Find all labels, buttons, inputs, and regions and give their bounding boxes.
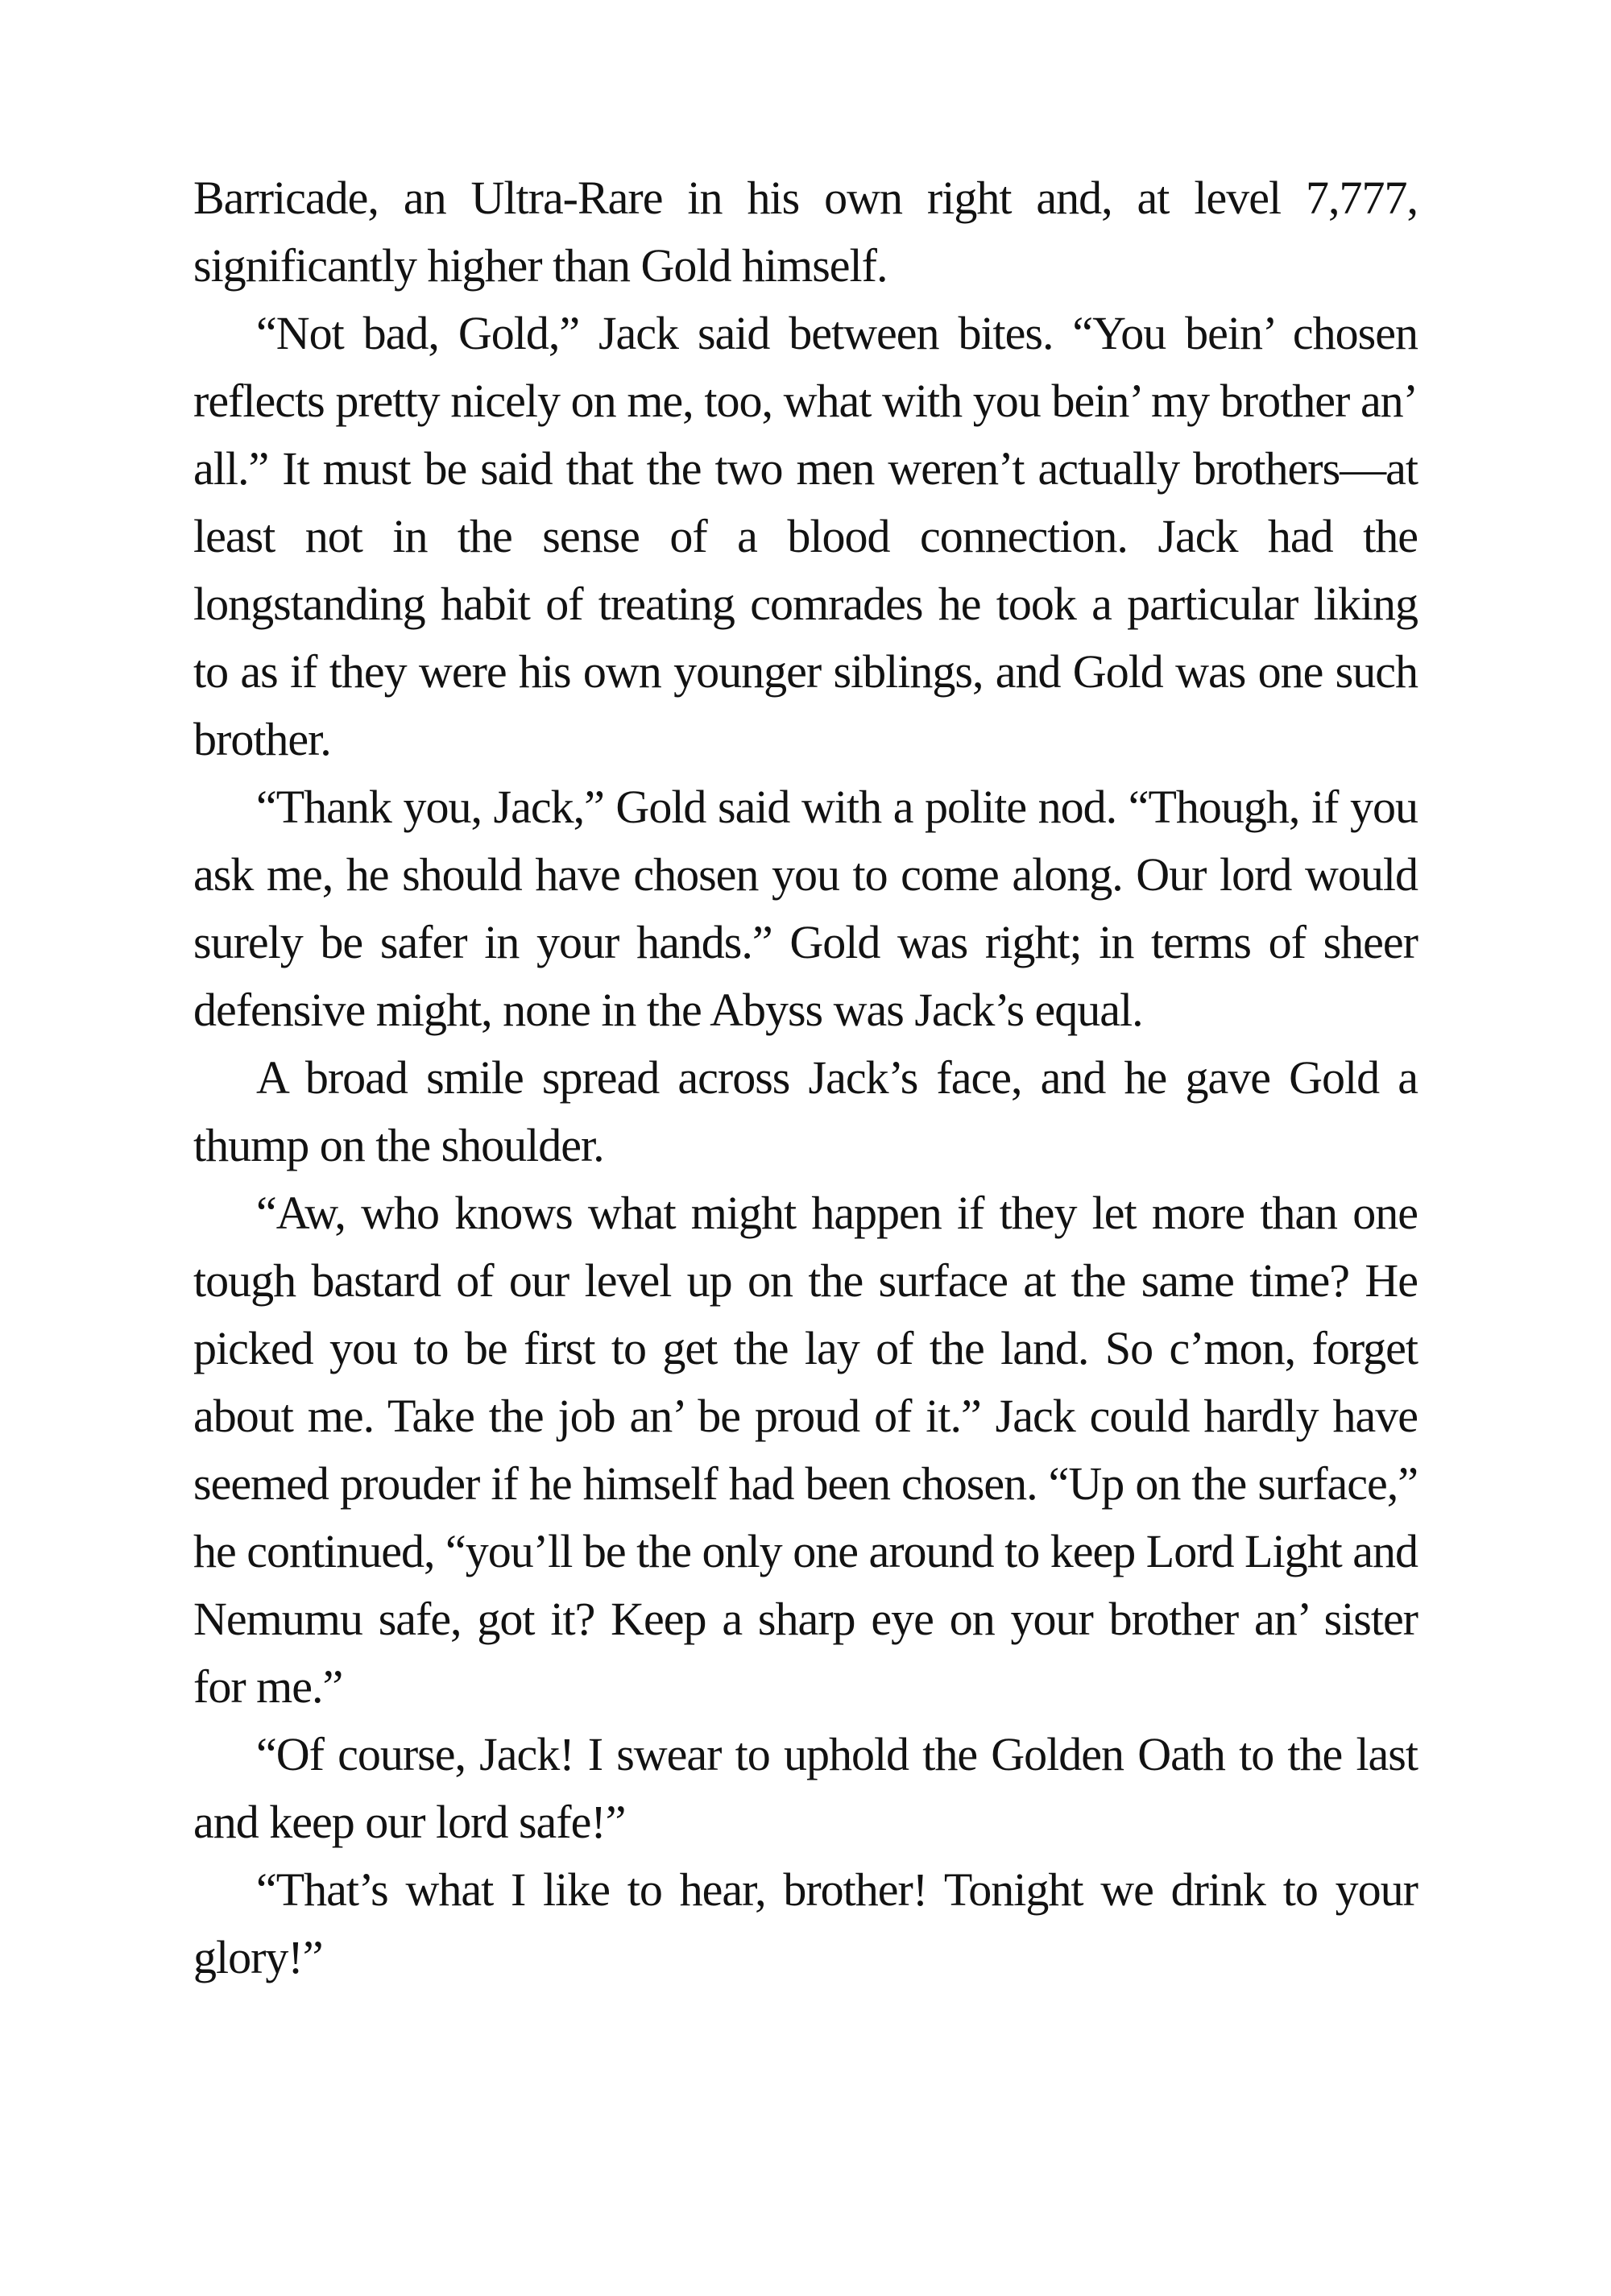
paragraph: “Of course, Jack! I swear to uphold the Golden Oath to the last and keep our lord safe!” (193, 1728, 1418, 1848)
paragraph: “Not bad, Gold,” Jack said between bites. “You bein’ chosen reflects pretty nicely on me, too, what with you bein’ my brother an’ all.” It must be said that the two men weren’t actually brothers—at least not in the sense of a blood connection. Jack had the longstanding habit of treating comrades he took a particular liking to as if they were his own younger siblings, and Gold was one such brother. (193, 307, 1418, 765)
paragraph: “Aw, who knows what might happen if they let more than one tough bastard of our level up on the surface at the same time? He picked you to be first to get the lay of the land. So c’mon, forget about me. Take the job an’ be proud of it.” Jack could hardly have seemed prouder if he himself had been chosen. “Up on the surface,” he continued, “you’ll be the only one around to keep Lord Light and Nemumu safe, got it? Keep a sharp eye on your brother an’ sister for me.” (193, 1187, 1418, 1713)
text-column (193, 164, 1418, 1991)
paragraph: Barricade, an Ultra-Rare in his own right and, at level 7,777, significantly higher than Gold himself. (193, 172, 1418, 292)
paragraph: “That’s what I like to hear, brother! Tonight we drink to your glory!” (193, 1863, 1418, 1983)
paragraph: A broad smile spread across Jack’s face, and he gave Gold a thump on the shoulder. (193, 1051, 1418, 1171)
paragraph: “Thank you, Jack,” Gold said with a polite nod. “Though, if you ask me, he should have chosen you to come along. Our lord would surely be safer in your hands.” Gold was right; in terms of sheer defensive might, none in the Abyss was Jack’s equal. (193, 781, 1418, 1036)
